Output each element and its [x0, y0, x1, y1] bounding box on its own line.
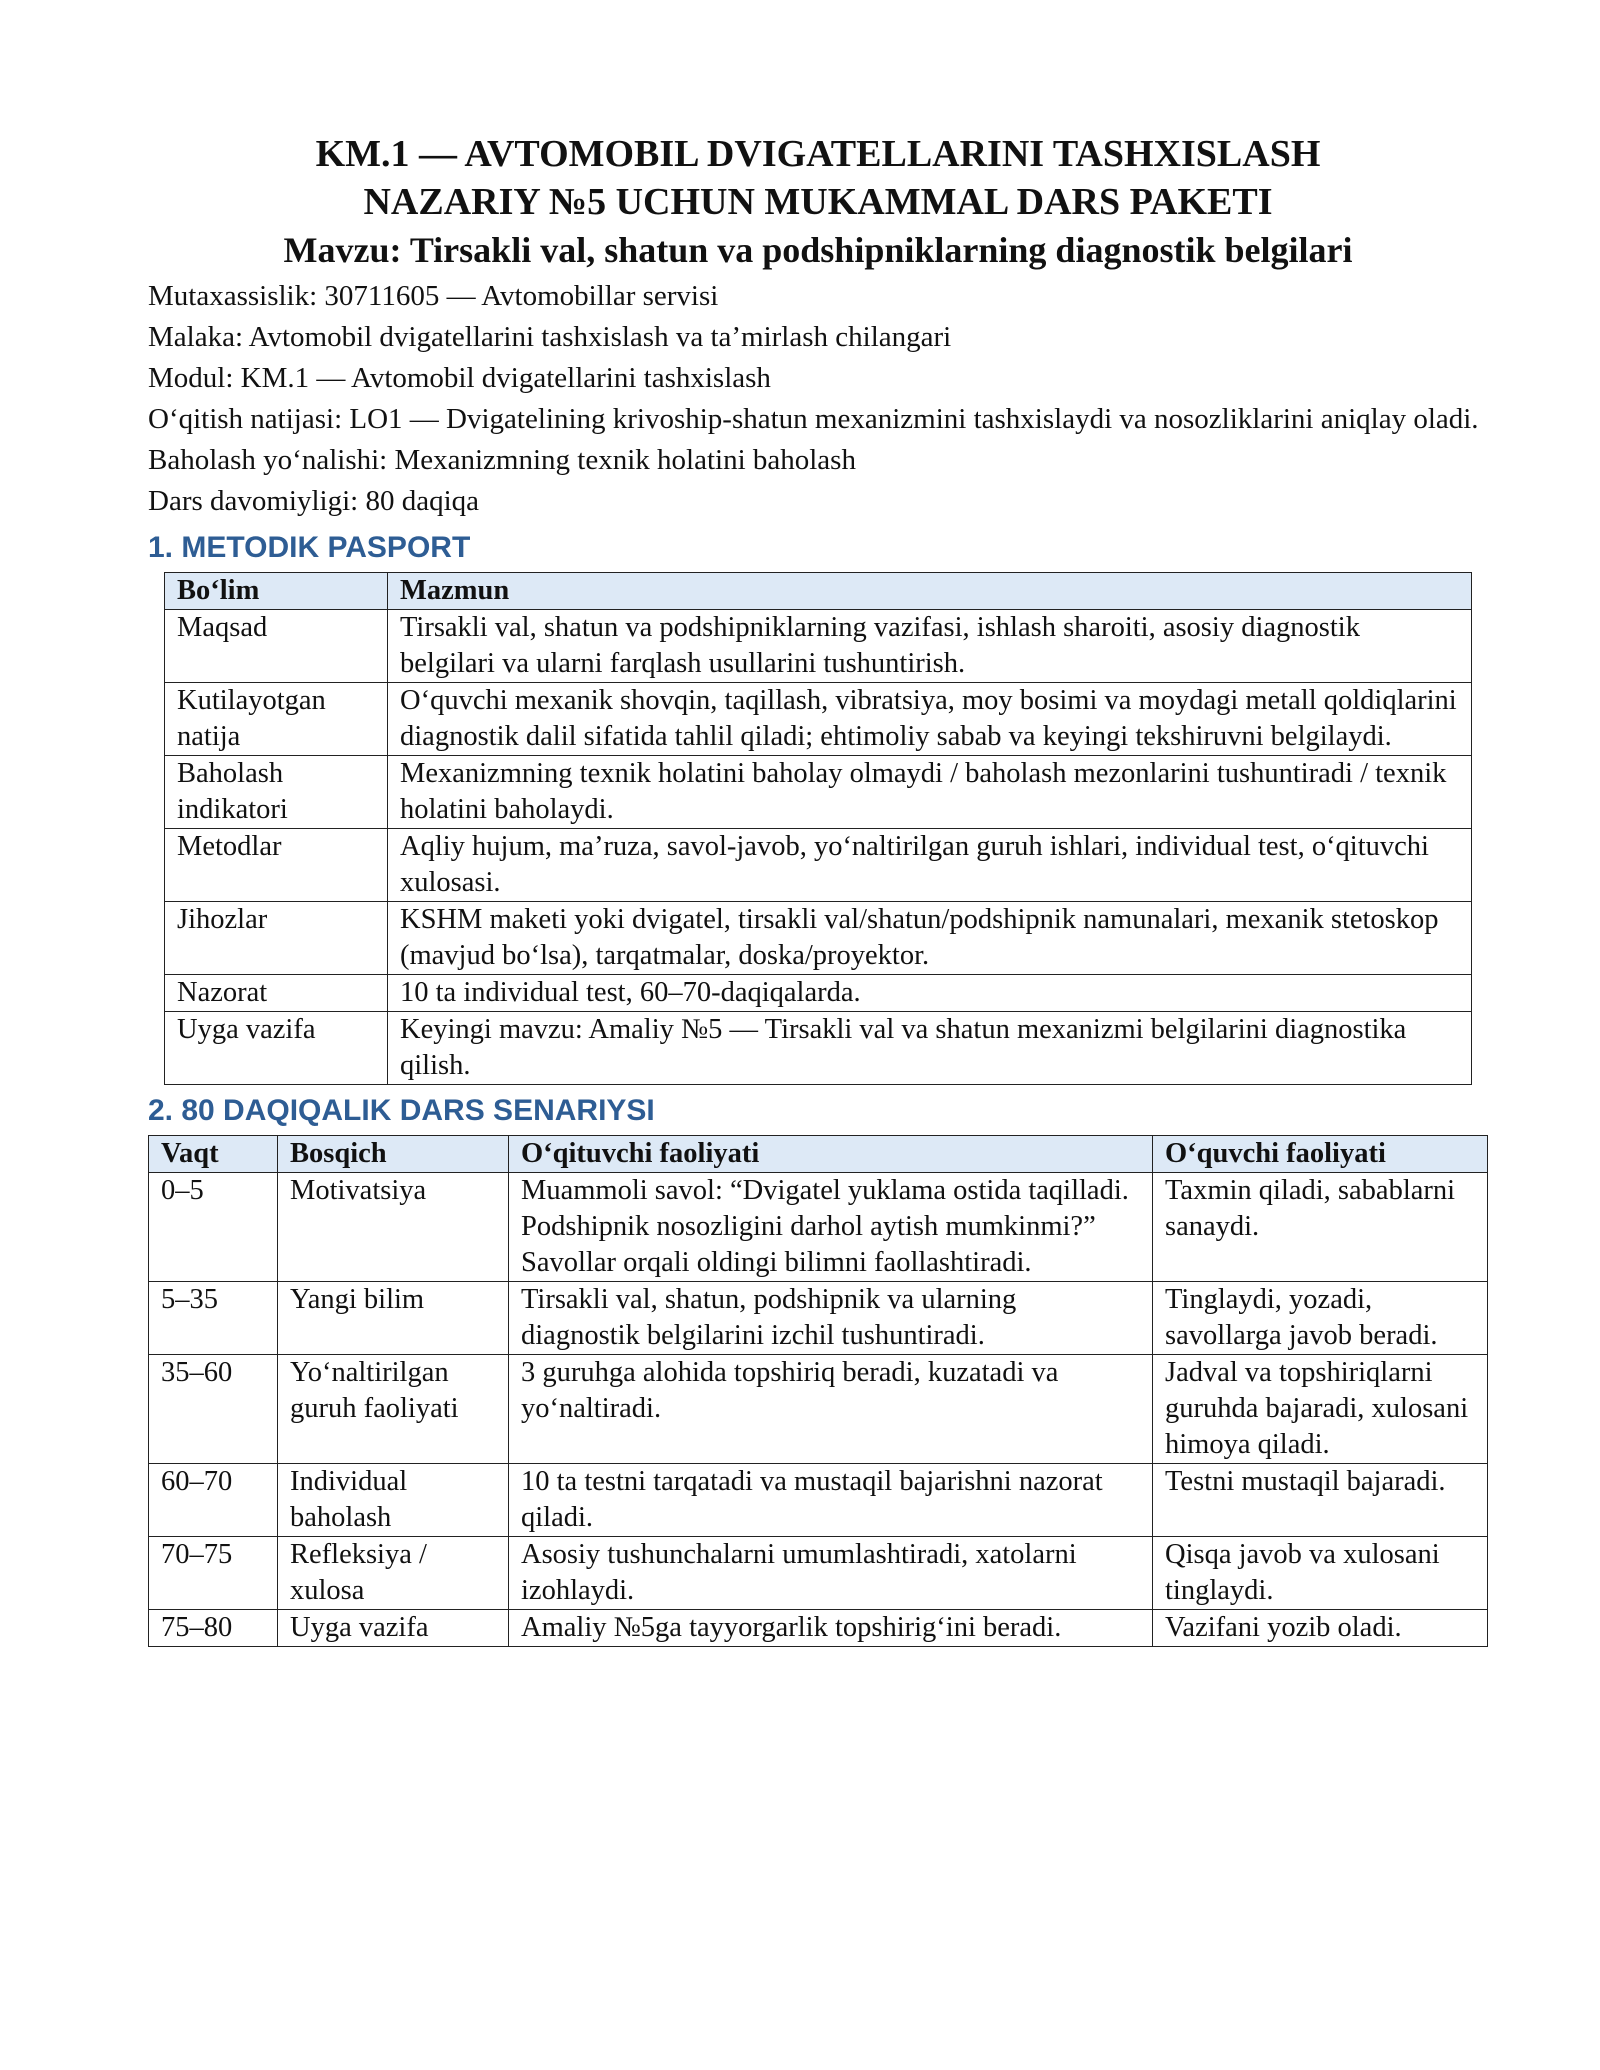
passport-section-cell: Jihozlar — [165, 902, 388, 975]
meta-speciality: Mutaxassislik: 30711605 — Avtomobillar servisi — [148, 280, 719, 312]
teacher-activity-cell: Tirsakli val, shatun, podshipnik va ularning diagnostik belgilarini izchil tushuntiradi. — [509, 1282, 1153, 1355]
passport-content-cell: 10 ta individual test, 60–70-daqiqalarda. — [388, 975, 1472, 1012]
passport-content-cell: Mexanizmning texnik holatini baholay olmaydi / baholash mezonlarini tushuntiradi / texnik holatini baholaydi. — [388, 756, 1472, 829]
table-row — [149, 1464, 1488, 1537]
student-activity-cell: Vazifani yozib oladi. — [1153, 1610, 1488, 1647]
table-row — [165, 756, 1472, 829]
time-cell: 5–35 — [149, 1282, 278, 1355]
section-heading-passport: 1. METODIK PASPORT — [148, 531, 471, 564]
teacher-activity-cell: 3 guruhga alohida topshiriq beradi, kuzatadi va yo‘naltiradi. — [509, 1355, 1153, 1464]
column-header: O‘qituvchi faoliyati — [509, 1136, 1153, 1173]
time-cell: 0–5 — [149, 1173, 278, 1282]
passport-section-cell: Uyga vazifa — [165, 1012, 388, 1085]
lesson-topic: Mavzu: Tirsakli val, shatun va podshipniklarning diagnostik belgilari — [283, 230, 1353, 270]
stage-cell: Uyga vazifa — [278, 1610, 509, 1647]
passport-content-cell: Keyingi mavzu: Amaliy №5 — Tirsakli val va shatun mexanizmi belgilarini diagnostika qilish. — [388, 1012, 1472, 1085]
passport-section-cell: Nazorat — [165, 975, 388, 1012]
column-header: Bo‘lim — [165, 573, 388, 610]
document-title: KM.1 — AVTOMOBIL DVIGATELLARINI TASHXISLASH — [315, 133, 1321, 175]
time-cell: 70–75 — [149, 1537, 278, 1610]
table-row — [165, 610, 1472, 683]
document-page — [148, 130, 1488, 1647]
time-cell: 60–70 — [149, 1464, 278, 1537]
stage-cell: Motivatsiya — [278, 1173, 509, 1282]
student-activity-cell: Qisqa javob va xulosani tinglaydi. — [1153, 1537, 1488, 1610]
passport-content-cell: Tirsakli val, shatun va podshipniklarning vazifasi, ishlash sharoiti, asosiy diagnostik belgilari va ularni farqlash usullarini tushuntirish. — [388, 610, 1472, 683]
passport-content-cell: Aqliy hujum, ma’ruza, savol-javob, yo‘naltirilgan guruh ishlari, individual test, o‘qituvchi xulosasi. — [388, 829, 1472, 902]
passport-section-cell: Maqsad — [165, 610, 388, 683]
passport-section-cell: Kutilayotgan natija — [165, 683, 388, 756]
table-row — [165, 1012, 1472, 1085]
table-header-row — [165, 573, 1472, 610]
passport-content-cell: O‘quvchi mexanik shovqin, taqillash, vibratsiya, moy bosimi va moydagi metall qoldiqlarini diagnostik dalil sifatida tahlil qiladi; ehtimoliy sabab va keyingi tekshiruvni belgilaydi. — [388, 683, 1472, 756]
table-row — [149, 1355, 1488, 1464]
lesson-scenario-table — [148, 1135, 1488, 1647]
teacher-activity-cell: Muammoli savol: “Dvigatel yuklama ostida taqilladi. Podshipnik nosozligini darhol aytish mumkinmi?” Savollar orqali oldingi bilimni faollashtiradi. — [509, 1173, 1153, 1282]
meta-qualification: Malaka: Avtomobil dvigatellarini tashxislash va ta’mirlash chilangari — [148, 321, 952, 353]
student-activity-cell: Taxmin qiladi, sabablarni sanaydi. — [1153, 1173, 1488, 1282]
section-heading-scenario: 2. 80 DAQIQALIK DARS SENARIYSI — [148, 1094, 655, 1127]
column-header: Mazmun — [388, 573, 1472, 610]
lesson-meta — [148, 276, 1488, 522]
passport-section-cell: Metodlar — [165, 829, 388, 902]
table-row — [149, 1173, 1488, 1282]
table-row — [149, 1610, 1488, 1647]
time-cell: 75–80 — [149, 1610, 278, 1647]
time-cell: 35–60 — [149, 1355, 278, 1464]
table-row — [165, 902, 1472, 975]
stage-cell: Individual baholash — [278, 1464, 509, 1537]
stage-cell: Refleksiya / xulosa — [278, 1537, 509, 1610]
student-activity-cell: Jadval va topshiriqlarni guruhda bajaradi, xulosani himoya qiladi. — [1153, 1355, 1488, 1464]
table-row — [149, 1282, 1488, 1355]
student-activity-cell: Testni mustaqil bajaradi. — [1153, 1464, 1488, 1537]
table-row — [165, 683, 1472, 756]
column-header: Vaqt — [149, 1136, 278, 1173]
passport-content-cell: KSHM maketi yoki dvigatel, tirsakli val/shatun/podshipnik namunalari, mexanik stetoskop (mavjud bo‘lsa), tarqatmalar, doska/proyektor. — [388, 902, 1472, 975]
meta-outcome: O‘qitish natijasi: LO1 — Dvigatelining krivoship-shatun mexanizmini tashxislaydi va nosozliklarini aniqlay oladi. — [148, 403, 1479, 435]
document-subtitle: NAZARIY №5 UCHUN MUKAMMAL DARS PAKETI — [363, 181, 1273, 223]
meta-duration: Dars davomiyligi: 80 daqiqa — [148, 485, 480, 517]
table-row — [165, 975, 1472, 1012]
table-row — [149, 1537, 1488, 1610]
methodical-passport-table — [164, 572, 1472, 1085]
teacher-activity-cell: Asosiy tushunchalarni umumlashtiradi, xatolarni izohlaydi. — [509, 1537, 1153, 1610]
stage-cell: Yangi bilim — [278, 1282, 509, 1355]
teacher-activity-cell: 10 ta testni tarqatadi va mustaqil bajarishni nazorat qiladi. — [509, 1464, 1153, 1537]
meta-module: Modul: KM.1 — Avtomobil dvigatellarini tashxislash — [148, 362, 771, 394]
column-header: Bosqich — [278, 1136, 509, 1173]
column-header: O‘quvchi faoliyati — [1153, 1136, 1488, 1173]
table-header-row — [149, 1136, 1488, 1173]
passport-section-cell: Baholash indikatori — [165, 756, 388, 829]
stage-cell: Yo‘naltirilgan guruh faoliyati — [278, 1355, 509, 1464]
table-row — [165, 829, 1472, 902]
meta-assessment-direction: Baholash yo‘nalishi: Mexanizmning texnik holatini baholash — [148, 444, 856, 476]
student-activity-cell: Tinglaydi, yozadi, savollarga javob beradi. — [1153, 1282, 1488, 1355]
teacher-activity-cell: Amaliy №5ga tayyorgarlik topshirig‘ini beradi. — [509, 1610, 1153, 1647]
